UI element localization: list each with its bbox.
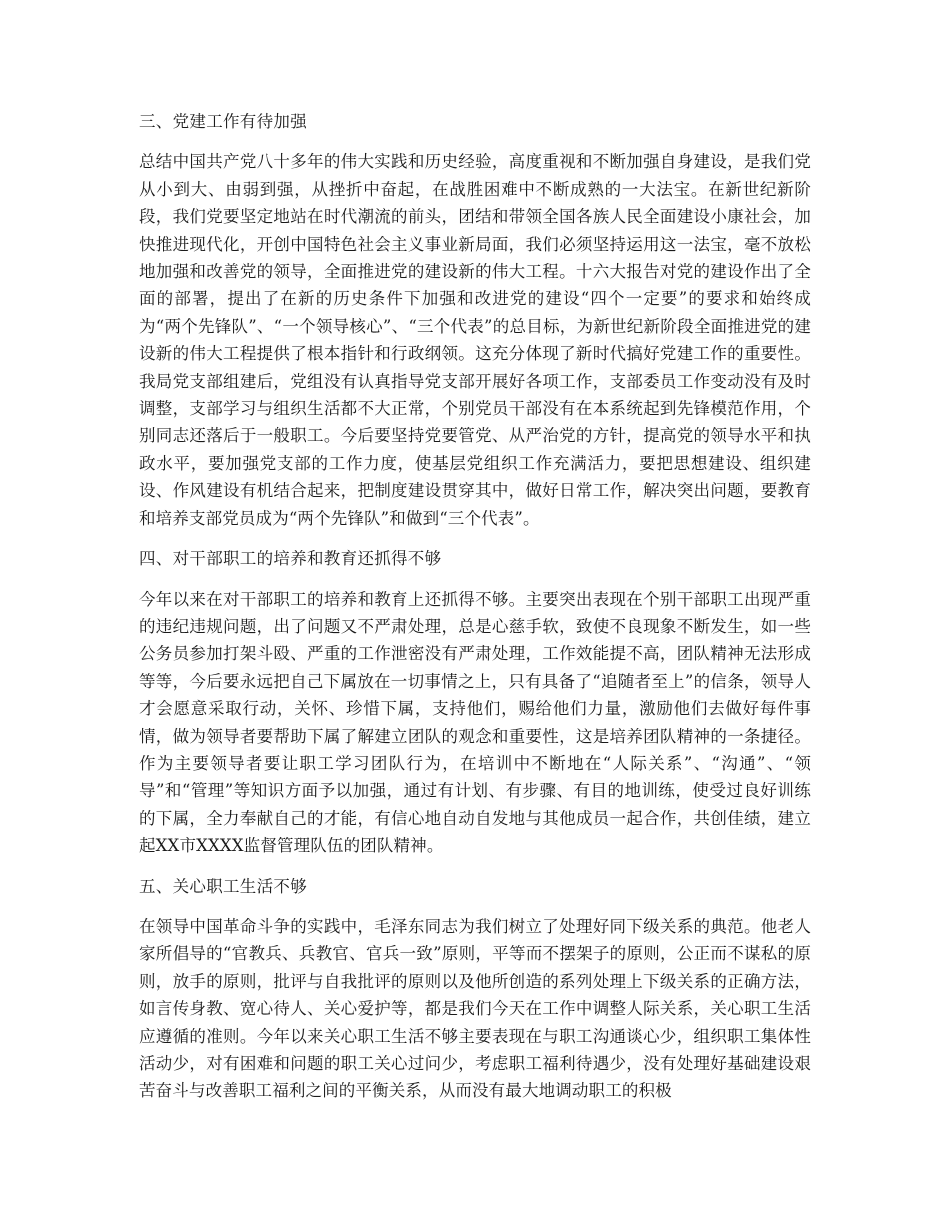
section-4	[139, 545, 811, 859]
section-body: 今年以来在对干部职工的培养和教育上还抓得不够。主要突出表现在个别干部职工出现严重的违纪违规问题，出了问题又不严肃处理，总是心慈手软，致使不良现象不断发生，如一些公务员参加打架斗殴、严重的工作泄密没有严肃处理，工作效能提不高，团队精神无法形成等等，今后要永远把自己下属放在一切事情之上，只有具备了“追随者至上”的信条，领导人才会愿意采取行动，关怀、珍惜下属，支持他们，赐给他们力量，激励他们去做好每件事情，做为领导者要帮助下属了解建立团队的观念和重要性，这是培养团队精神的一条捷径。作为主要领导者要让职工学习团队行为，在培训中不断地在“人际关系”、“沟通”、“领导”和“管理”等知识方面予以加强，通过有计划、有步骤、有目的地训练，使受过良好训练的下属，全力奉献自己的才能，有信心地自动自发地与其他成员一起合作，共创佳绩，建立起XX市XXXX监督管理队伍的团队精神。	[139, 589, 811, 856]
section-5	[139, 873, 811, 1105]
section-body: 总结中国共产党八十多年的伟大实践和历史经验，高度重视和不断加强自身建设，是我们党从小到大、由弱到强，从挫折中奋起，在战胜困难中不断成熟的一大法宝。在新世纪新阶段，我们党要坚定地站在时代潮流的前头，团结和带领全国各族人民全面建设小康社会，加快推进现代化，开创中国特色社会主义事业新局面，我们必须坚持运用这一法宝，毫不放松地加强和改善党的领导，全面推进党的建设新的伟大工程。十六大报告对党的建设作出了全面的部署，提出了在新的历史条件下加强和改进党的建设“四个一定要”的要求和始终成为“两个先锋队”、“一个领导核心”、“三个代表”的总目标，为新世纪新阶段全面推进党的建设新的伟大工程提供了根本指针和行政纲领。这充分体现了新时代搞好党建工作的重要性。我局党支部组建后，党组没有认真指导党支部开展好各项工作，支部委员工作变动没有及时调整，支部学习与组织生活都不大正常，个别党员干部没有在本系统起到先锋模范作用，个别同志还落后于一般职工。今后要坚持党要管党、从严治党的方针，提高党的领导水平和执政水平，要加强党支部的工作力度，使基层党组织工作充满活力，要把思想建设、组织建设、作风建设有机结合起来，把制度建设贯穿其中，做好日常工作，解决突出问题，要教育和培养支部党员成为“两个先锋队”和做到“三个代表”。	[139, 152, 811, 528]
section-3	[139, 108, 811, 532]
section-body: 在领导中国革命斗争的实践中，毛泽东同志为我们树立了处理好同下级关系的典范。他老人家所倡导的“官教兵、兵教官、官兵一致”原则，平等而不摆架子的原则，公正而不谋私的原则，放手的原则，批评与自我批评的原则以及他所创造的系列处理上下级关系的正确方法，如言传身教、宽心待人、关心爱护等，都是我们今天在工作中调整人际关系，关心职工生活应遵循的准则。今年以来关心职工生活不够主要表现在与职工沟通谈心少，组织职工集体性活动少，对有困难和问题的职工关心过问少，考虑职工福利待遇少，没有处理好基础建设艰苦奋斗与改善职工福利之间的平衡关系，从而没有最大地调动职工的积极	[139, 916, 811, 1101]
document-page	[139, 108, 811, 1118]
section-heading: 四、对干部职工的培养和教育还抓得不够	[139, 549, 442, 569]
section-heading: 五、关心职工生活不够	[139, 876, 307, 896]
section-heading: 三、党建工作有待加强	[139, 112, 307, 131]
